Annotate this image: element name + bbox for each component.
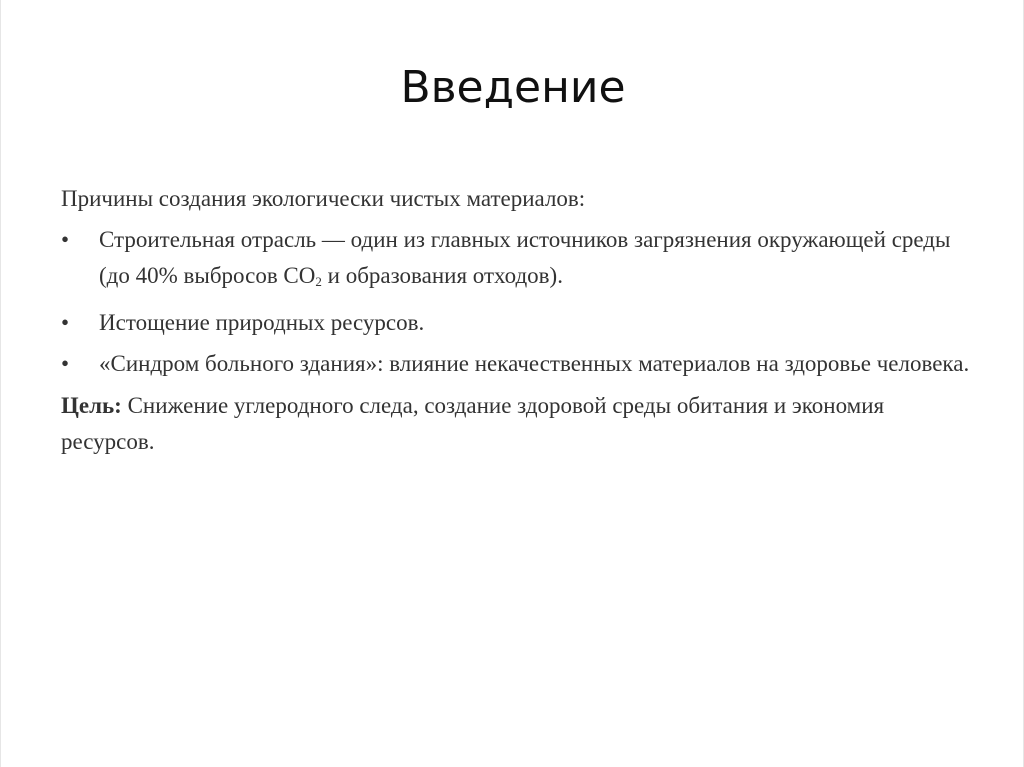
bullet-marker: • <box>61 227 70 252</box>
bullet-text-resources: Истощение природных ресурсов. <box>99 310 425 335</box>
goal-paragraph <box>61 388 971 460</box>
slide-title: Введение <box>400 62 626 113</box>
bullet-text-construction <box>99 227 950 288</box>
goal-label: Цель: <box>61 393 122 418</box>
bullet-marker: • <box>61 351 70 376</box>
bullet-list <box>61 222 971 382</box>
bullet-text-tail: и образования отходов). <box>321 263 563 288</box>
bullet-marker: • <box>61 310 70 335</box>
subscript-two: 2 <box>315 274 322 289</box>
bullet-item-construction <box>61 222 971 300</box>
bullet-text-main: Строительная отрасль — один из главных источников загрязнения окружающей среды (до 40% выбросов СО <box>99 227 951 288</box>
bullet-text-sick-building: «Синдром больного здания»: влияние некачественных материалов на здоровье человека. <box>99 351 970 376</box>
slide-content <box>61 181 971 460</box>
bullet-item-sick-building <box>61 346 971 382</box>
goal-text: Снижение углеродного следа, создание здоровой среды обитания и экономия ресурсов. <box>61 393 885 454</box>
bullet-item-resources <box>61 305 971 341</box>
intro-text: Причины создания экологически чистых материалов: <box>61 186 586 211</box>
